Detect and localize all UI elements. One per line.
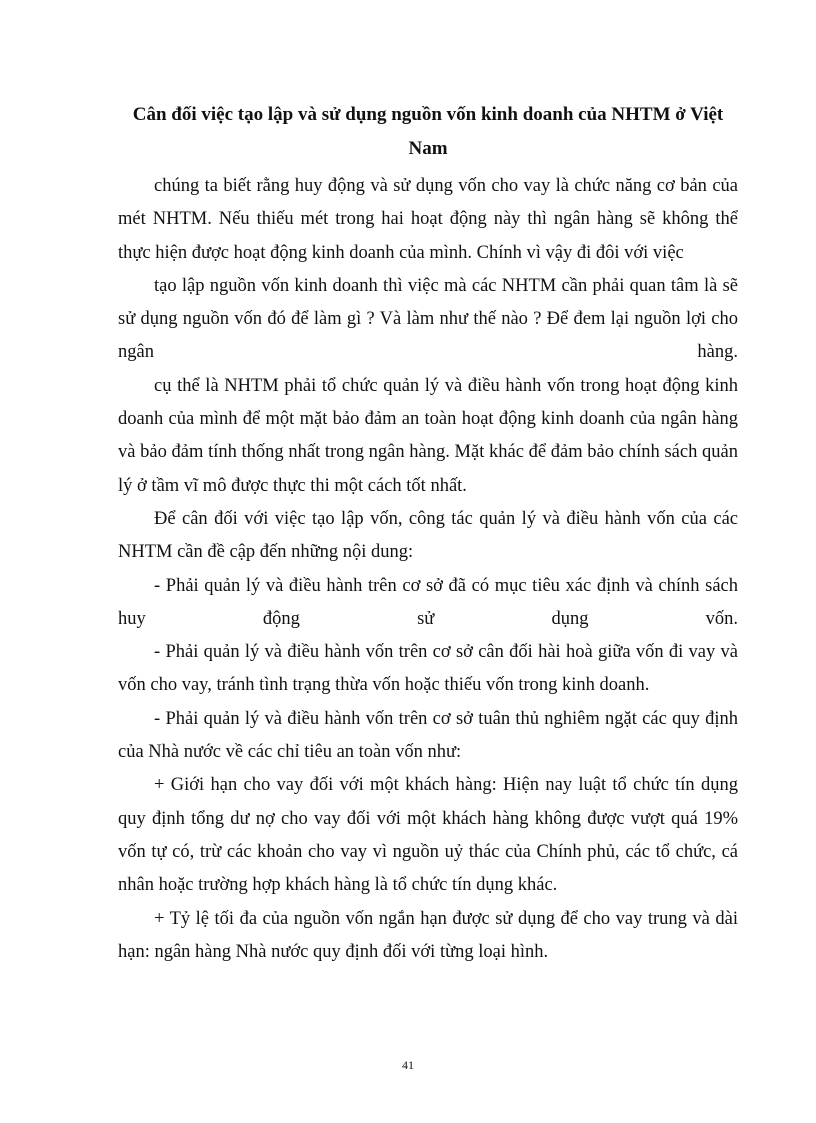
page-number: 41: [402, 1058, 414, 1072]
paragraph-3: cụ thể là NHTM phải tổ chức quản lý và điều hành vốn trong hoạt động kinh doanh của mình để một mặt bảo đảm an toàn hoạt động kinh doanh của ngân hàng và bảo đảm tính thống nhất trong ngân hàng. Mặt khác để đảm bảo chính sách quản lý ở tầm vĩ mô được thực thi một cách tốt nhất.: [118, 375, 738, 496]
paragraph-1: chúng ta biết rằng huy động và sử dụng vốn cho vay là chức năng cơ bản của mét NHTM. Nếu thiếu mét trong hai hoạt động này thì ngân hàng sẽ không thể thực hiện được hoạt động kinh doanh của mình. Chính vì vậy đi đôi với việc: [118, 176, 738, 263]
paragraph-7: - Phải quản lý và điều hành vốn trên cơ sở tuân thủ nghiêm ngặt các quy định của Nhà nước về các chỉ tiêu an toàn vốn như:: [118, 708, 738, 763]
document-body: [118, 170, 738, 969]
paragraph-8: + Giới hạn cho vay đối với một khách hàng: Hiện nay luật tổ chức tín dụng quy định tổng dư nợ cho vay đối với một khách hàng không được vượt quá 19% vốn tự có, trừ các khoản cho vay vì nguồn uỷ thác của Chính phủ, các tổ chức, cá nhân hoặc trường hợp khách hàng là tổ chức tín dụng khác.: [118, 775, 738, 896]
paragraph-2: tạo lập nguồn vốn kinh doanh thì việc mà các NHTM cần phải quan tâm là sẽ sử dụng nguồn vốn đó để làm gì ? Và làm như thế nào ? Để đem lại nguồn lợi cho ngân hàng.: [118, 275, 738, 363]
paragraph-5: - Phải quản lý và điều hành trên cơ sở đã có mục tiêu xác định và chính sách huy động sử dụng vốn.: [118, 575, 738, 629]
paragraph-6: - Phải quản lý và điều hành vốn trên cơ sở cân đối hài hoà giữa vốn đi vay và vốn cho vay, tránh tình trạng thừa vốn hoặc thiếu vốn trong kinh doanh.: [118, 642, 738, 696]
paragraph-4: Để cân đối với việc tạo lập vốn, công tác quản lý và điều hành vốn của các NHTM cần đề cập đến những nội dung:: [118, 508, 738, 563]
paragraph-9: + Tỷ lệ tối đa của nguồn vốn ngắn hạn được sử dụng để cho vay trung và dài hạn: ngân hàng Nhà nước quy định đối với từng loại hình.: [118, 908, 738, 962]
page-title: Cân đối việc tạo lập và sử dụng nguồn vốn kinh doanh của NHTM ở Việt Nam: [132, 104, 724, 159]
